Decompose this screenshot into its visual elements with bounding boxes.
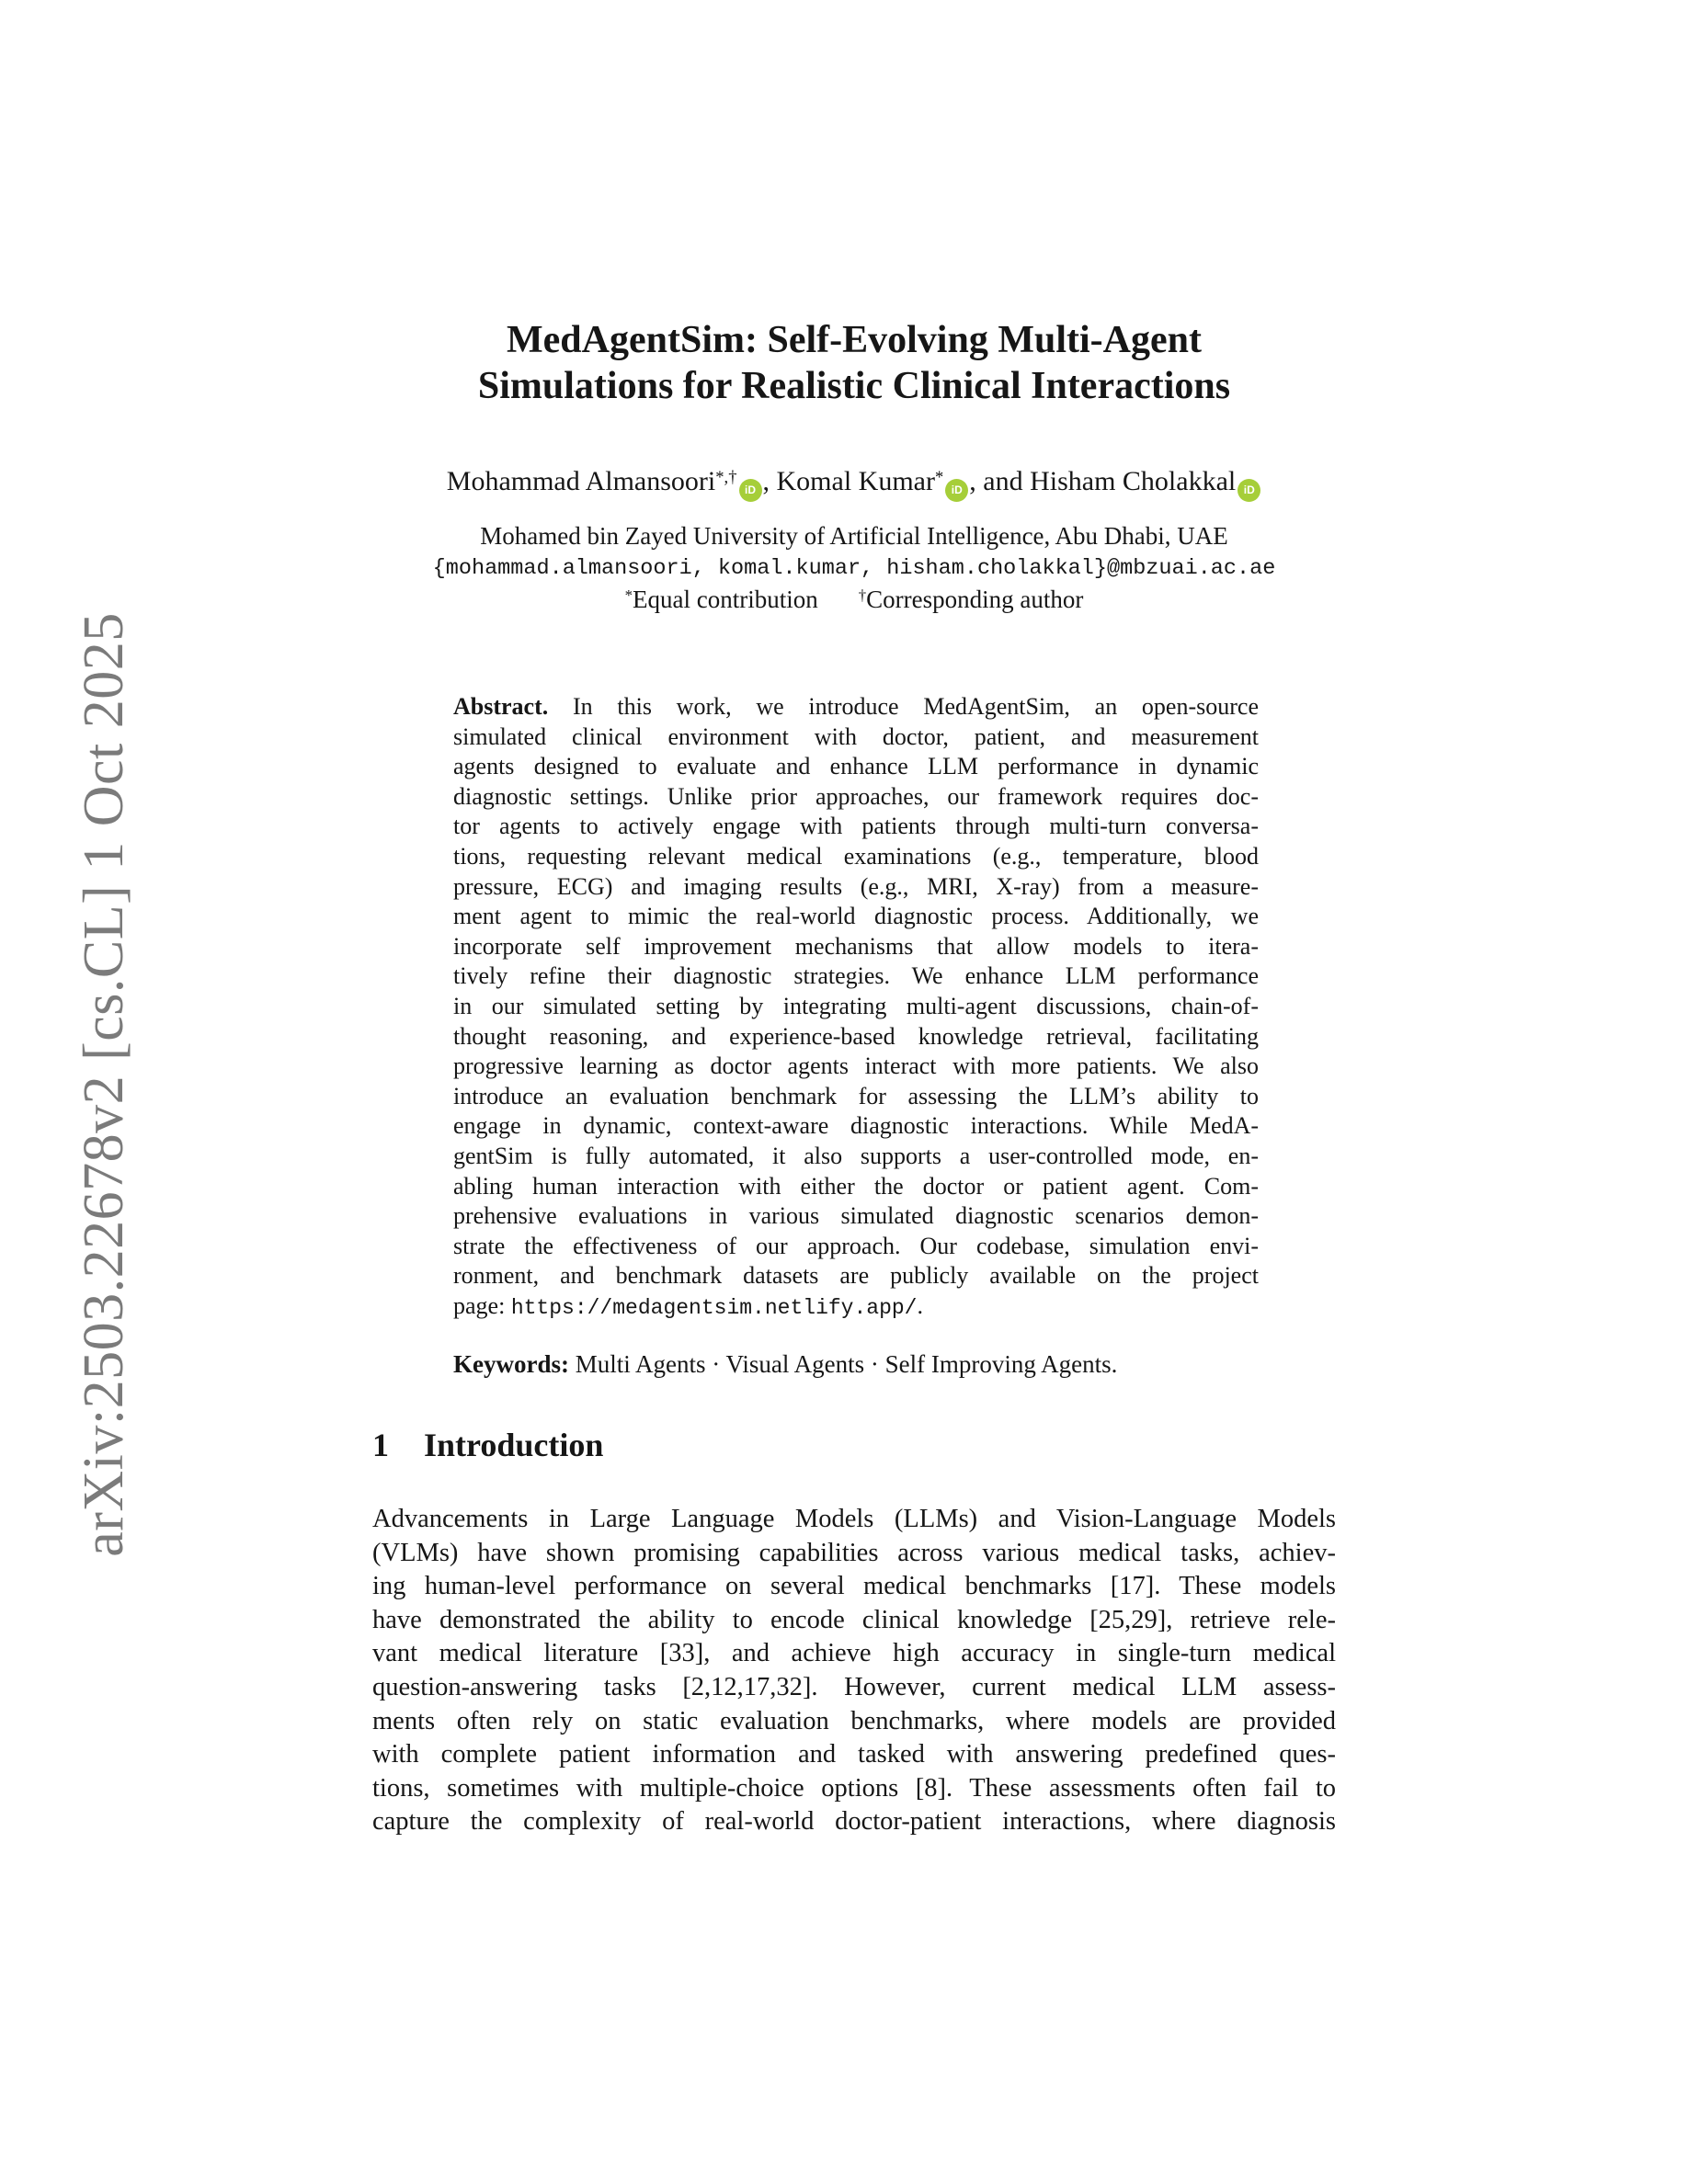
affiliation: Mohamed bin Zayed University of Artificial Intelligence, Abu Dhabi, UAE: [480, 522, 1228, 550]
abstract-line: tions, requesting relevant medical examinations (e.g., temperature, blood: [453, 842, 1259, 870]
orcid-icon[interactable]: iD: [945, 479, 968, 502]
intro-line: tions, sometimes with multiple-choice options [8]. These assessments often fail to: [372, 1773, 1336, 1803]
intro-line: vant medical literature [33], and achieve high accuracy in single-turn medical: [372, 1639, 1336, 1668]
abstract-label: Abstract.: [453, 693, 549, 720]
project-page-label: page:: [453, 1291, 511, 1319]
author-emails: {mohammad.almansoori, komal.kumar, hisham.cholakkal}@mbzuai.ac.ae: [432, 556, 1276, 581]
abstract-line: introduce an evaluation benchmark for assessing the LLM’s ability to: [453, 1082, 1259, 1109]
intro-line: ing human-level performance on several medical benchmarks [17]. These models: [372, 1572, 1336, 1601]
equal-contribution-marker: *: [624, 586, 633, 605]
orcid-icon[interactable]: iD: [739, 479, 762, 502]
intro-line: (VLMs) have shown promising capabilities across various medical tasks, achiev-: [372, 1538, 1336, 1567]
abstract-line: incorporate self improvement mechanisms that allow models to itera-: [453, 932, 1259, 960]
abstract-line: thought reasoning, and experience-based knowledge retrieval, facilitating: [453, 1022, 1259, 1050]
abstract-line: ment agent to mimic the real-world diagnostic process. Additionally, we: [453, 903, 1259, 930]
equal-contribution-text: Equal contribution: [633, 586, 818, 613]
abstract-line: diagnostic settings. Unlike prior approaches, our framework requires doc-: [453, 782, 1259, 810]
intro-line: with complete patient information and tasked with answering predefined ques-: [372, 1740, 1336, 1769]
abstract-line: simulated clinical environment with doctor, patient, and measurement: [453, 722, 1259, 750]
author-line: [372, 466, 1336, 502]
abstract-line: agents designed to evaluate and enhance LLM performance in dynamic: [453, 753, 1259, 780]
intro-line: capture the complexity of real-world doctor-patient interactions, where diagnosis: [372, 1807, 1336, 1837]
introduction-paragraph: [372, 1503, 1336, 1839]
abstract-line: strate the effectiveness of our approach. Our codebase, simulation envi-: [453, 1232, 1259, 1259]
author-1-superscript: *,†: [715, 467, 737, 487]
intro-line: question-answering tasks [2,12,17,32]. However, current medical LLM assess-: [372, 1672, 1336, 1701]
abstract-first-line: [453, 692, 1259, 722]
paper-title-line2: Simulations for Realistic Clinical Interactions: [477, 365, 1231, 407]
abstract-line: gentSim is fully automated, it also supports a user-controlled mode, en-: [453, 1142, 1259, 1169]
author-separator: , and: [969, 466, 1031, 496]
intro-line: Advancements in Large Language Models (LLMs) and Vision-Language Models: [372, 1505, 1336, 1533]
corresponding-author-text: Corresponding author: [866, 586, 1084, 613]
corresponding-author-marker: †: [858, 586, 867, 605]
paper-title: [372, 317, 1336, 409]
intro-line: ments often rely on static evaluation benchmarks, where models are provided: [372, 1706, 1336, 1735]
abstract-last-line: [453, 1291, 1259, 1322]
keywords-label: Keywords:: [453, 1350, 569, 1378]
intro-line: have demonstrated the ability to encode clinical knowledge [25,29], retrieve rele-: [372, 1605, 1336, 1634]
keywords-line: [453, 1349, 1259, 1380]
abstract-line: progressive learning as doctor agents interact with more patients. We also: [453, 1052, 1259, 1080]
abstract-first-line-text: In this work, we introduce MedAgentSim, an open-source: [548, 693, 1259, 720]
paper-title-line1: MedAgentSim: Self-Evolving Multi-Agent: [507, 319, 1202, 361]
keywords-text: Multi Agents · Visual Agents · Self Improving Agents.: [568, 1350, 1118, 1378]
author-name-3: Hisham Cholakkal: [1030, 466, 1237, 496]
abstract-line: tor agents to actively engage with patients through multi-turn conversa-: [453, 813, 1259, 840]
abstract-line: tively refine their diagnostic strategies. We enhance LLM performance: [453, 962, 1259, 990]
author-name-1: Mohammad Almansoori: [446, 466, 716, 496]
arxiv-watermark: arXiv:2503.22678v2 [cs.CL] 1 Oct 2025: [73, 612, 135, 1557]
author-2-superscript: *: [934, 467, 944, 487]
abstract-block: [453, 692, 1259, 1321]
section-1-number: 1: [372, 1427, 389, 1463]
author-separator: ,: [762, 466, 777, 496]
abstract-line: in our simulated setting by integrating multi-agent discussions, chain-of-: [453, 992, 1259, 1019]
project-url-link[interactable]: https://medagentsim.netlify.app/: [510, 1295, 918, 1320]
section-1-title: Introduction: [424, 1427, 604, 1463]
contribution-note: [372, 586, 1336, 614]
section-1-heading: [372, 1426, 1336, 1464]
abstract-line: engage in dynamic, context-aware diagnostic interactions. While MedA-: [453, 1112, 1259, 1140]
author-name-2: Komal Kumar: [776, 466, 935, 496]
abstract-line: abling human interaction with either the doctor or patient agent. Com-: [453, 1172, 1259, 1200]
abstract-line: pressure, ECG) and imaging results (e.g., MRI, X-ray) from a measure-: [453, 872, 1259, 900]
abstract-line: prehensive evaluations in various simulated diagnostic scenarios demon-: [453, 1202, 1259, 1230]
abstract-body: [453, 722, 1259, 1291]
orcid-icon[interactable]: iD: [1237, 479, 1260, 502]
abstract-line: ronment, and benchmark datasets are publicly available on the project: [453, 1262, 1259, 1290]
project-page-period: .: [917, 1291, 923, 1319]
